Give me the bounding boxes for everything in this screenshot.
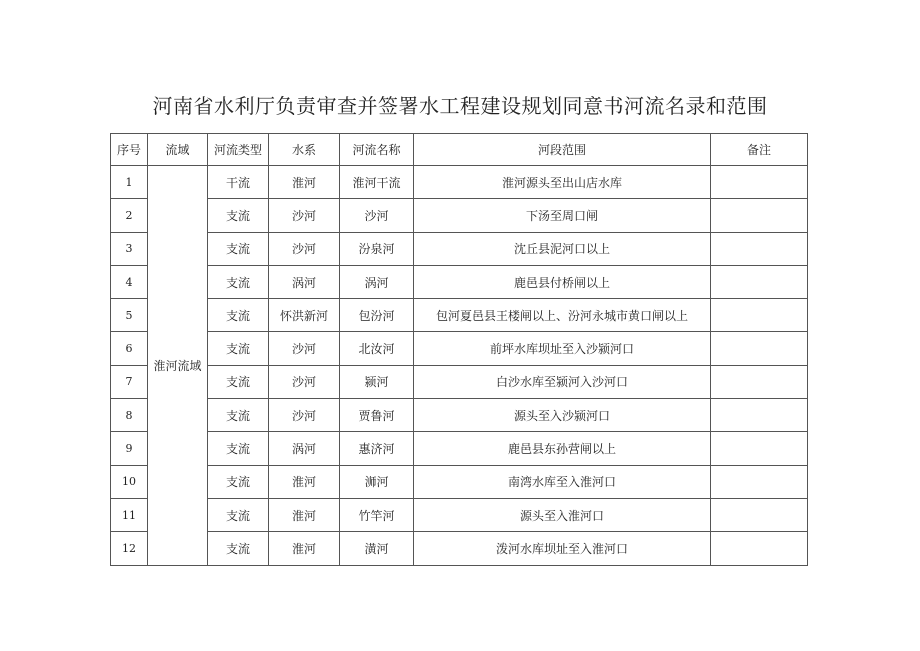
row-river-name: 竹竿河 (340, 498, 414, 531)
row-water-system: 淮河 (269, 498, 340, 531)
row-river-name: 汾泉河 (340, 232, 414, 265)
row-reach-range: 源头至入淮河口 (414, 498, 711, 531)
row-index: 5 (111, 299, 148, 332)
row-reach-range: 下汤至周口闸 (414, 199, 711, 232)
row-reach-range: 鹿邑县付桥闸以上 (414, 265, 711, 298)
river-list-table (110, 133, 808, 566)
row-water-system: 沙河 (269, 332, 340, 365)
row-remarks (711, 465, 808, 498)
row-index: 6 (111, 332, 148, 365)
header-river-type: 河流类型 (208, 134, 269, 166)
row-water-system: 怀洪新河 (269, 299, 340, 332)
row-index: 4 (111, 265, 148, 298)
row-river-type: 支流 (208, 498, 269, 531)
table-row (111, 299, 808, 332)
row-river-type: 支流 (208, 332, 269, 365)
table-header-row (111, 134, 808, 166)
header-water-system: 水系 (269, 134, 340, 166)
row-river-type: 干流 (208, 166, 269, 199)
row-remarks (711, 332, 808, 365)
row-reach-range: 前坪水库坝址至入沙颍河口 (414, 332, 711, 365)
row-reach-range: 南湾水库至入淮河口 (414, 465, 711, 498)
row-remarks (711, 365, 808, 398)
row-river-type: 支流 (208, 199, 269, 232)
row-water-system: 沙河 (269, 232, 340, 265)
row-remarks (711, 265, 808, 298)
row-river-name: 沙河 (340, 199, 414, 232)
row-index: 8 (111, 399, 148, 432)
basin-cell: 淮河流域 (148, 166, 208, 566)
row-water-system: 涡河 (269, 265, 340, 298)
header-index: 序号 (111, 134, 148, 166)
row-index: 9 (111, 432, 148, 465)
header-reach-range: 河段范围 (414, 134, 711, 166)
row-remarks (711, 299, 808, 332)
row-river-name: 淮河干流 (340, 166, 414, 199)
table-row (111, 465, 808, 498)
table-row (111, 166, 808, 199)
row-water-system: 淮河 (269, 532, 340, 565)
row-river-type: 支流 (208, 299, 269, 332)
table-row (111, 532, 808, 565)
row-remarks (711, 232, 808, 265)
header-river-name: 河流名称 (340, 134, 414, 166)
table-row (111, 432, 808, 465)
table-row (111, 332, 808, 365)
table-row (111, 265, 808, 298)
row-river-type: 支流 (208, 399, 269, 432)
row-reach-range: 沈丘县泥河口以上 (414, 232, 711, 265)
row-river-name: 潢河 (340, 532, 414, 565)
header-remarks: 备注 (711, 134, 808, 166)
row-water-system: 淮河 (269, 465, 340, 498)
row-water-system: 沙河 (269, 399, 340, 432)
row-river-name: 惠济河 (340, 432, 414, 465)
row-reach-range: 白沙水库至颍河入沙河口 (414, 365, 711, 398)
row-river-name: 颍河 (340, 365, 414, 398)
row-river-type: 支流 (208, 232, 269, 265)
row-remarks (711, 432, 808, 465)
row-river-name: 浉河 (340, 465, 414, 498)
row-river-type: 支流 (208, 432, 269, 465)
row-index: 11 (111, 498, 148, 531)
row-river-type: 支流 (208, 365, 269, 398)
row-remarks (711, 532, 808, 565)
row-river-type: 支流 (208, 532, 269, 565)
row-river-name: 贾鲁河 (340, 399, 414, 432)
row-index: 2 (111, 199, 148, 232)
row-index: 7 (111, 365, 148, 398)
row-reach-range: 鹿邑县东孙营闸以上 (414, 432, 711, 465)
row-index: 12 (111, 532, 148, 565)
row-index: 3 (111, 232, 148, 265)
table-row (111, 232, 808, 265)
row-remarks (711, 199, 808, 232)
row-river-name: 包汾河 (340, 299, 414, 332)
row-water-system: 沙河 (269, 365, 340, 398)
table-row (111, 199, 808, 232)
row-water-system: 涡河 (269, 432, 340, 465)
row-reach-range: 包河夏邑县王楼闸以上、汾河永城市黄口闸以上 (414, 299, 711, 332)
table-row (111, 399, 808, 432)
row-remarks (711, 399, 808, 432)
row-river-type: 支流 (208, 465, 269, 498)
row-reach-range: 源头至入沙颍河口 (414, 399, 711, 432)
row-river-name: 涡河 (340, 265, 414, 298)
row-river-name: 北汝河 (340, 332, 414, 365)
row-remarks (711, 498, 808, 531)
document-title: 河南省水利厅负责审查并签署水工程建设规划同意书河流名录和范围 (152, 94, 768, 118)
row-index: 10 (111, 465, 148, 498)
row-river-type: 支流 (208, 265, 269, 298)
header-basin: 流域 (148, 134, 208, 166)
row-index: 1 (111, 166, 148, 199)
table-row (111, 498, 808, 531)
table-row (111, 365, 808, 398)
row-reach-range: 淮河源头至出山店水库 (414, 166, 711, 199)
row-remarks (711, 166, 808, 199)
row-water-system: 淮河 (269, 166, 340, 199)
row-reach-range: 泼河水库坝址至入淮河口 (414, 532, 711, 565)
row-water-system: 沙河 (269, 199, 340, 232)
